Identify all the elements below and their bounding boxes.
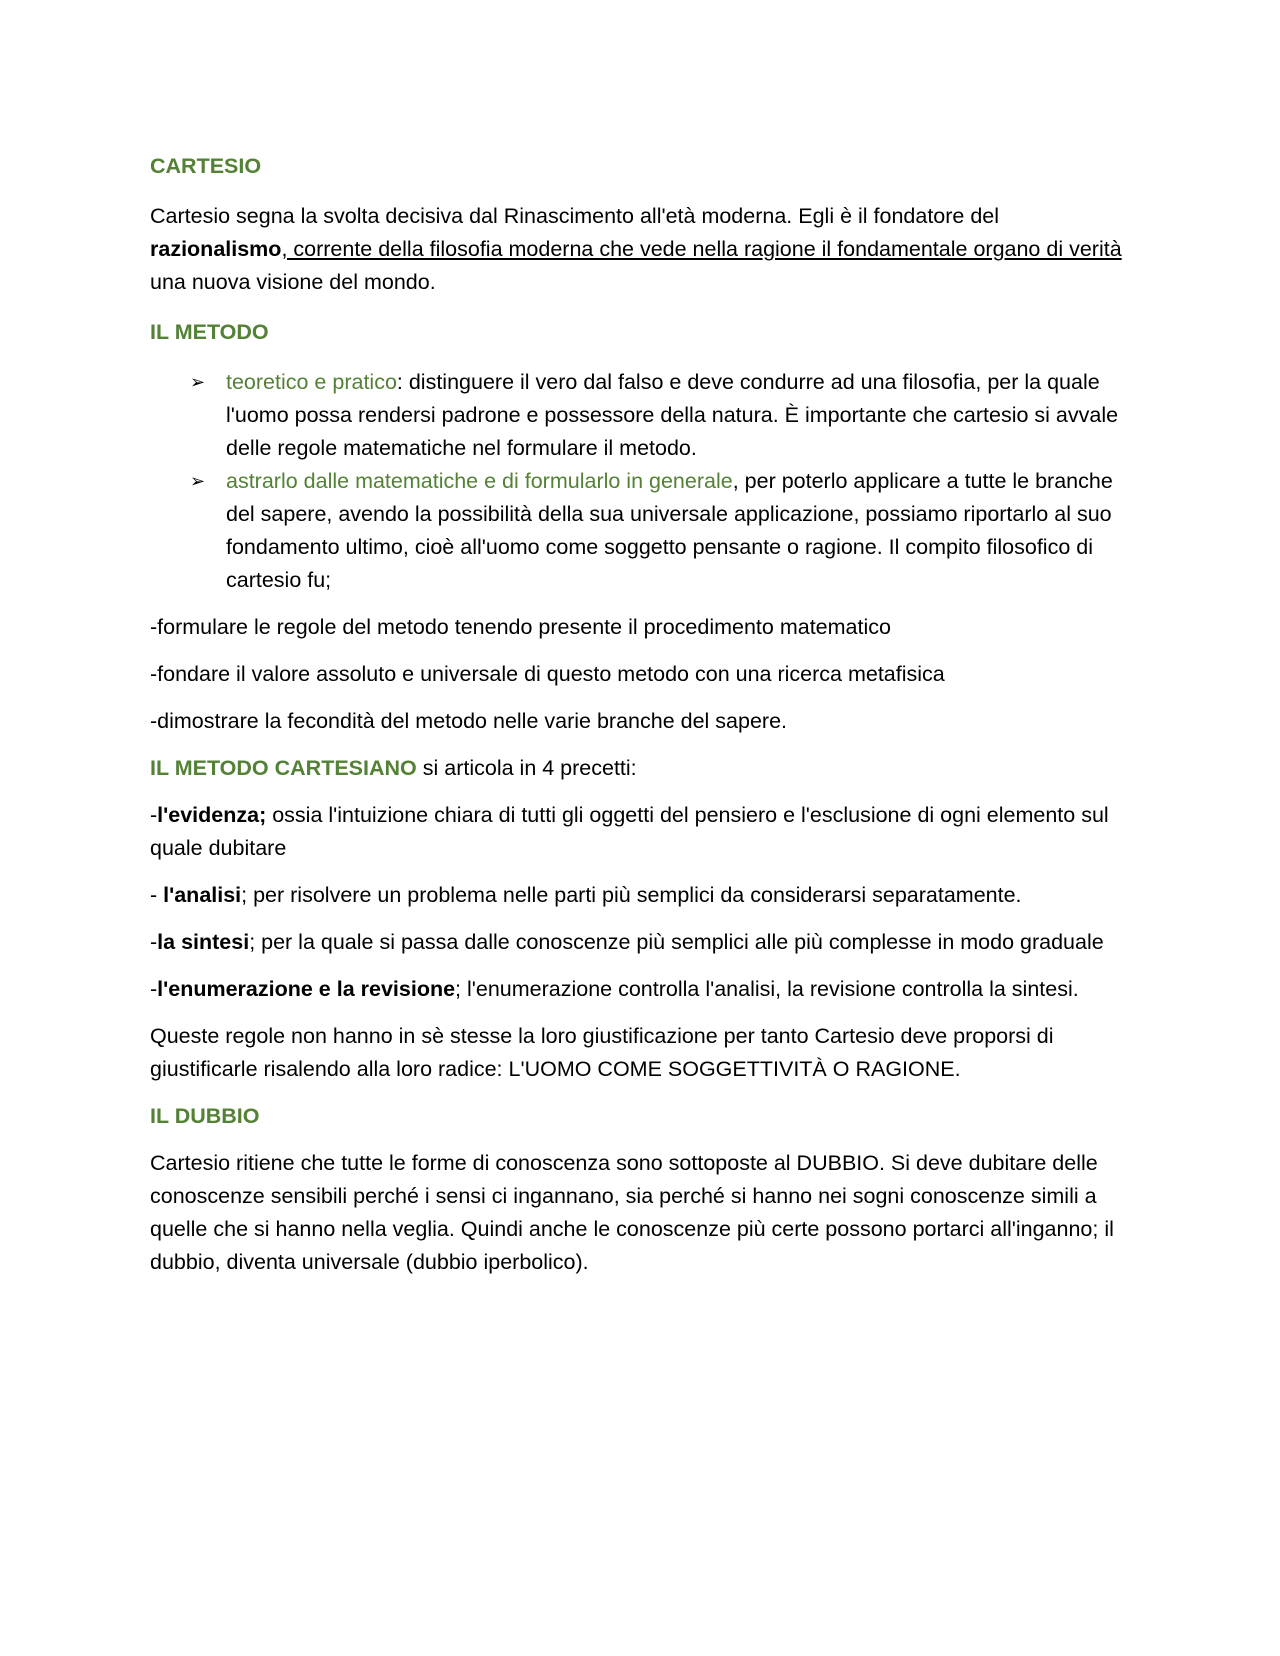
heading-metodo-cartesiano: IL METODO CARTESIANO xyxy=(150,756,417,780)
intro-paragraph xyxy=(150,200,1130,299)
heading-tail: si articola in 4 precetti: xyxy=(416,756,637,780)
precept-text: ; l'enumerazione controlla l'analisi, la revisione controlla la sintesi. xyxy=(455,977,1079,1001)
precept-text: ; per risolvere un problema nelle parti più semplici da considerarsi separatamente. xyxy=(241,883,1022,907)
intro-underlined-definition: , corrente della filosofia moderna che vede nella ragione il fondamentale organo di verità xyxy=(281,237,1122,261)
precept-prefix: - xyxy=(150,803,158,827)
task-line: -formulare le regole del metodo tenendo presente il procedimento matematico xyxy=(150,615,891,639)
heading-cartesio: CARTESIO xyxy=(150,154,262,178)
document-page xyxy=(150,150,1130,1296)
precept-sintesi xyxy=(150,926,1130,959)
precept-evidenza xyxy=(150,799,1130,865)
intro-bold-term: razionalismo xyxy=(150,237,282,261)
closing-paragraph: Queste regole non hanno in sè stesse la loro giustificazione per tanto Cartesio deve proporsi di giustificarle risalendo alla loro radice: L'UOMO COME SOGGETTIVITÀ O RAGIONE. xyxy=(150,1024,1054,1081)
dubbio-paragraph: Cartesio ritiene che tutte le forme di conoscenza sono sottoposte al DUBBIO. Si deve dubitare delle conoscenze sensibili perché i sensi ci ingannano, sia perché si hanno nei sogni conoscenze simili a quelle che si hanno nella veglia. Quindi anche le conoscenze più certe possono portarci all'inganno; il dubbio, diventa universale (dubbio iperbolico). xyxy=(150,1151,1114,1274)
task-line: -dimostrare la fecondità del metodo nelle varie branche del sapere. xyxy=(150,709,788,733)
precept-term: la sintesi xyxy=(157,930,250,954)
bullet-lead: teoretico e pratico xyxy=(226,370,397,394)
precept-text: ; per la quale si passa dalle conoscenze più semplici alle più complesse in modo graduale xyxy=(249,930,1104,954)
metodo-cartesiano-line xyxy=(150,752,1130,785)
method-bullet-list xyxy=(150,366,1130,597)
intro-text-a: Cartesio segna la svolta decisiva dal Rinascimento all'età moderna. Egli è il fondatore del xyxy=(150,204,1000,228)
precept-prefix: - xyxy=(150,930,158,954)
list-item xyxy=(150,465,1130,597)
arrowhead-bullet-icon: ➢ xyxy=(190,471,206,491)
precept-term: l'evidenza; xyxy=(157,803,267,827)
precept-prefix: - xyxy=(150,977,158,1001)
heading-il-metodo: IL METODO xyxy=(150,320,269,344)
precept-term: l'analisi xyxy=(163,883,242,907)
list-item xyxy=(150,366,1130,465)
precept-enumerazione xyxy=(150,973,1130,1006)
precept-term: l'enumerazione e la revisione xyxy=(157,977,456,1001)
precept-prefix: - xyxy=(150,883,164,907)
intro-text-b: una nuova visione del mondo. xyxy=(150,270,436,294)
bullet-lead: astrarlo dalle matematiche e di formularlo in generale xyxy=(226,469,733,493)
bullet-text: : distinguere il vero dal falso e deve condurre ad una filosofia, per la quale l'uomo possa rendersi padrone e possessore della natura. È importante che cartesio si avvale delle regole matematiche nel formulare il metodo. xyxy=(226,370,1119,460)
precept-text: ossia l'intuizione chiara di tutti gli oggetti del pensiero e l'esclusione di ogni elemento sul quale dubitare xyxy=(150,803,1109,860)
arrowhead-bullet-icon: ➢ xyxy=(190,372,206,392)
task-line: -fondare il valore assoluto e universale di questo metodo con una ricerca metafisica xyxy=(150,662,945,686)
bullet-text: , per poterlo applicare a tutte le branche del sapere, avendo la possibilità della sua universale applicazione, possiamo riportarlo al suo fondamento ultimo, cioè all'uomo come soggetto pensante o ragione. Il compito filosofico di cartesio fu; xyxy=(226,469,1113,592)
heading-il-dubbio: IL DUBBIO xyxy=(150,1104,260,1128)
precept-analisi xyxy=(150,879,1130,912)
